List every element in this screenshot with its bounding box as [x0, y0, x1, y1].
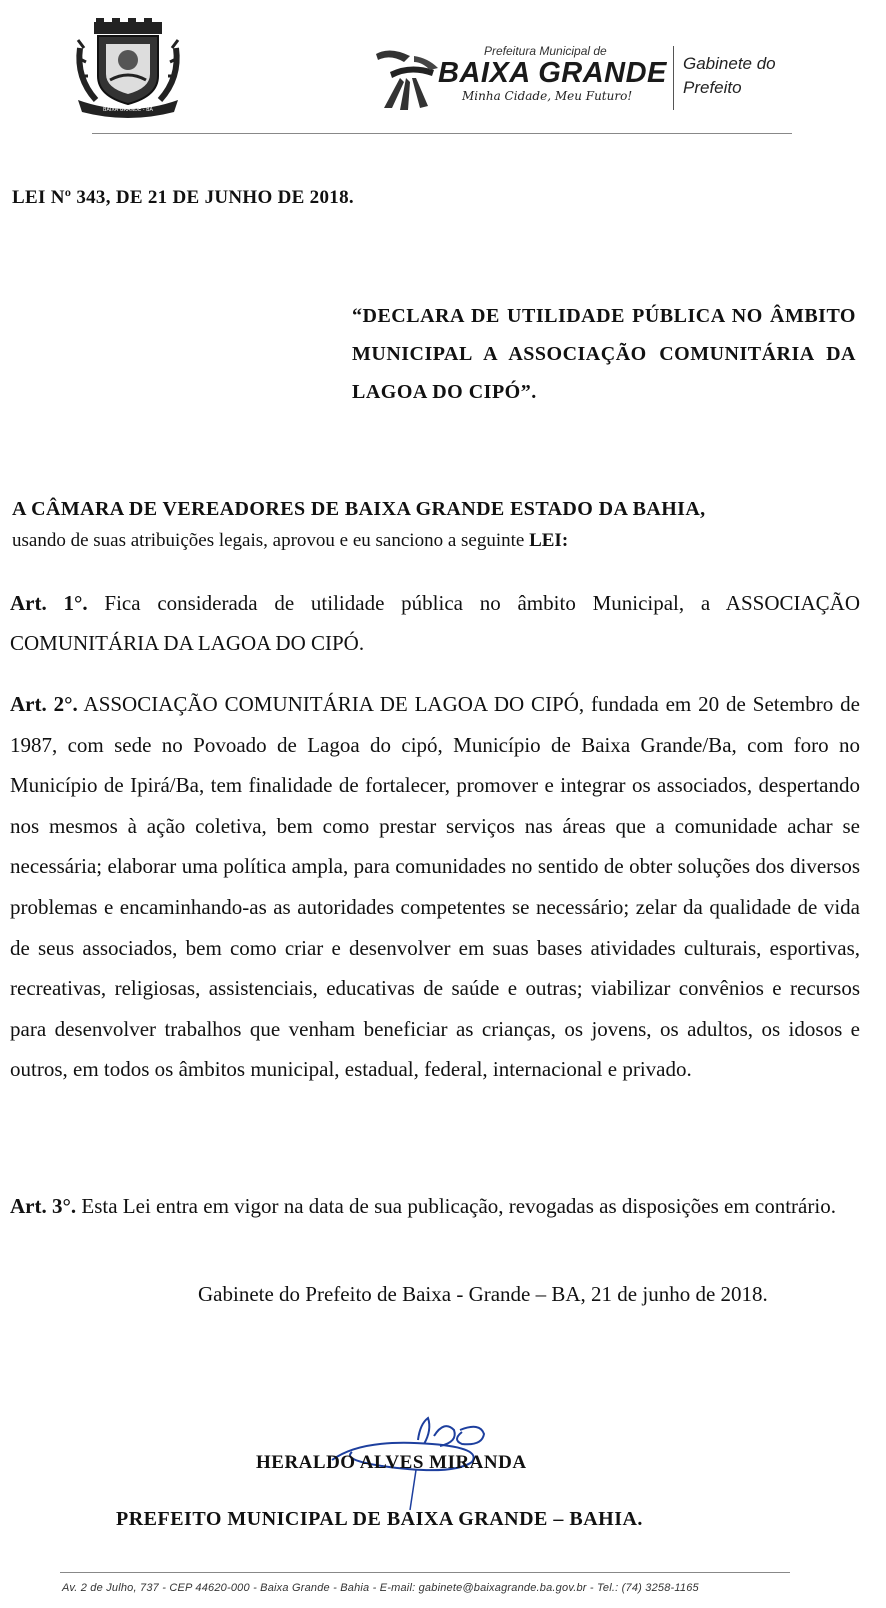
- footer-rule: [60, 1572, 790, 1573]
- brand-name: BAIXA GRANDE: [438, 57, 667, 89]
- header-rule: [92, 133, 792, 134]
- cabinet-label: [683, 52, 776, 100]
- brand-slogan: Minha Cidade, Meu Futuro!: [462, 89, 633, 103]
- cabinet-line-1: Gabinete do: [683, 54, 776, 73]
- article-label: Art. 2°.: [10, 692, 78, 716]
- crest-ribbon-text: BAIXA GRANDE - BA: [103, 107, 153, 113]
- preamble-text: usando de suas atribuições legais, aprovou e eu sanciono a seguinte: [12, 530, 525, 551]
- coat-of-arms-icon: [72, 18, 184, 118]
- article-label: Art. 1°.: [10, 591, 88, 615]
- preamble-line-1: A CÂMARA DE VEREADORES DE BAIXA GRANDE ESTADO DA BAHIA,: [12, 498, 706, 520]
- article-text: ASSOCIAÇÃO COMUNITÁRIA DE LAGOA DO CIPÓ, fundada em 20 de Setembro de 1987, com sede no Povoado de Lagoa do cipó, Município de Baixa Grande/Ba, com foro no Município de Ipirá/Ba, tem finalidade de fortalecer, promover e integrar os associados, despertando nos mesmos à ação coletiva, bem como prestar serviços nas áreas que a comunidade achar se necessária; elaborar uma política ampla, para comunidades no sentido de obter soluções dos diversos problemas e encaminhando-as as autoridades competentes se necessário; zelar da qualidade de vida de seus associados, bem como criar e desenvolver em suas bases atividades culturais, esportivas, recreativas, religiosas, assistenciais, educativas de saúde e outras; viabilizar convênios e recursos para desenvolver trabalhos que venham beneficiar as crianças, os jovens, os adultos, os idosos e outros, em todos os âmbitos municipal, estadual, federal, internacional e privado.: [10, 692, 860, 1082]
- signatory-name: HERALDO ALVES MIRANDA: [256, 1452, 527, 1473]
- article-3: [10, 1186, 860, 1226]
- preamble-law-word: LEI:: [529, 530, 569, 551]
- article-1: [10, 583, 860, 663]
- article-label: Art. 3°.: [10, 1194, 77, 1218]
- preamble-line-2: [12, 526, 860, 556]
- cabinet-line-2: Prefeito: [683, 78, 742, 97]
- signatory-role: PREFEITO MUNICIPAL DE BAIXA GRANDE – BAHIA.: [116, 1508, 643, 1530]
- header-divider: [673, 46, 674, 110]
- brand-block: [438, 44, 668, 104]
- law-title: LEI Nº 343, DE 21 DE JUNHO DE 2018.: [12, 187, 354, 208]
- ementa: “DECLARA DE UTILIDADE PÚBLICA NO ÂMBITO MUNICIPAL A ASSOCIAÇÃO COMUNITÁRIA DA LAGOA DO CIPÓ”.: [352, 305, 856, 403]
- article-text: Fica considerada de utilidade pública no âmbito Municipal, a ASSOCIAÇÃO COMUNITÁRIA DA LAGOA DO CIPÓ.: [10, 591, 861, 655]
- preamble: [12, 492, 860, 556]
- logo-mark-icon: [370, 42, 442, 112]
- brand-prefix: Prefeitura Municipal de: [484, 44, 607, 58]
- footer-contact: Av. 2 de Julho, 737 - CEP 44620-000 - Baixa Grande - Bahia - E-mail: gabinete@baixagrande.ba.gov.br - Tel.: (74) 3258-1165: [62, 1582, 699, 1594]
- article-text: Esta Lei entra em vigor na data de sua publicação, revogadas as disposições em contrário.: [81, 1194, 836, 1218]
- place-and-date: Gabinete do Prefeito de Baixa - Grande – BA, 21 de junho de 2018.: [198, 1282, 768, 1306]
- article-2: [10, 684, 860, 1090]
